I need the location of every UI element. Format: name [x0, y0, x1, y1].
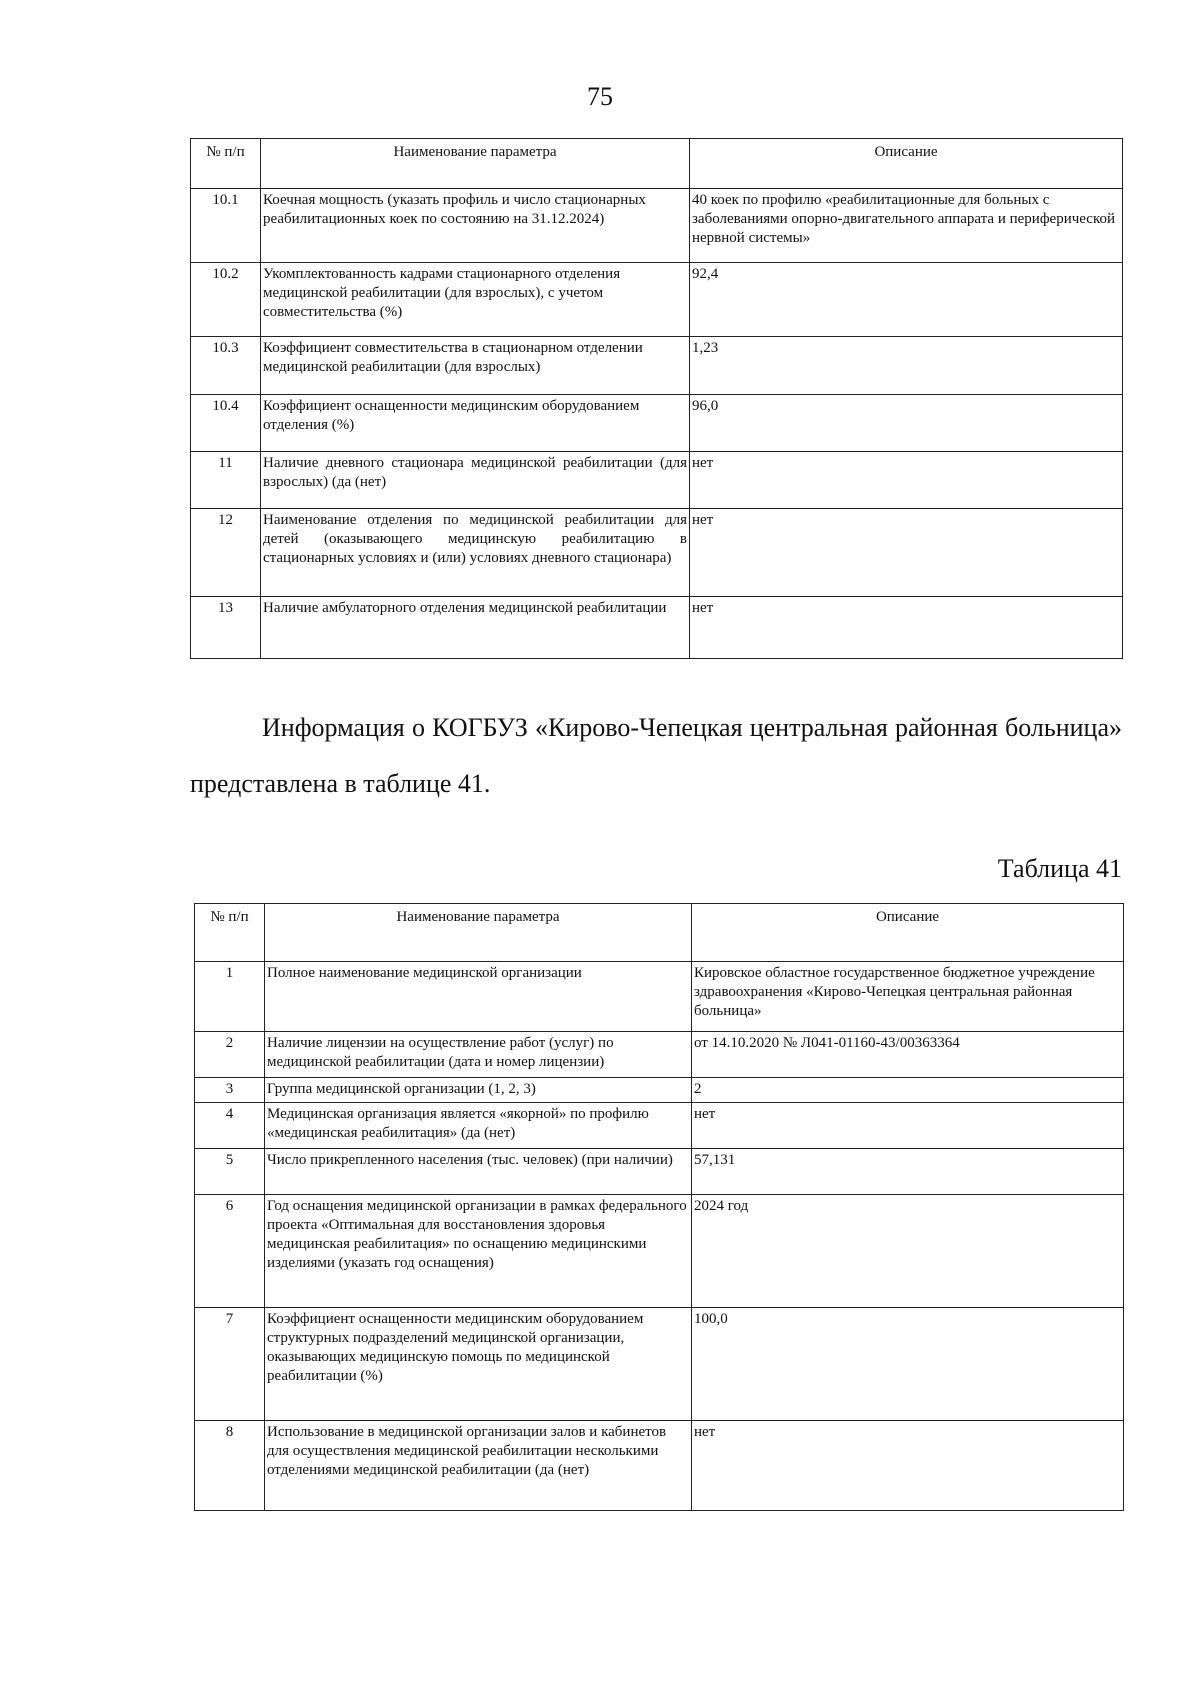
- header-param: Наименование параметра: [261, 139, 690, 189]
- row-param: Коечная мощность (указать профиль и число стационарных реабилитационных коек по состоянию на 31.12.2024): [261, 189, 690, 263]
- row-desc: нет: [692, 1103, 1124, 1149]
- row-num: 10.3: [191, 337, 261, 395]
- row-desc: 92,4: [690, 263, 1123, 337]
- row-num: 1: [195, 962, 265, 1032]
- row-num: 12: [191, 509, 261, 597]
- row-param: Укомплектованность кадрами стационарного отделения медицинской реабилитации (для взрослых), с учетом совместительства (%): [261, 263, 690, 337]
- table-row: [191, 395, 1123, 452]
- row-param: Наличие амбулаторного отделения медицинской реабилитации: [261, 597, 690, 659]
- row-desc: нет: [690, 509, 1123, 597]
- table-caption: Таблица 41: [997, 854, 1122, 883]
- table-row: [195, 1032, 1124, 1078]
- row-desc: 1,23: [690, 337, 1123, 395]
- row-num: 8: [195, 1421, 265, 1511]
- row-desc: от 14.10.2020 № Л041-01160-43/00363364: [692, 1032, 1124, 1078]
- row-num: 10.2: [191, 263, 261, 337]
- table-row: [191, 189, 1123, 263]
- table-row: [191, 263, 1123, 337]
- table-row: [195, 1078, 1124, 1103]
- row-param: Наличие дневного стационара медицинской реабилитации (для взрослых) (да (нет): [261, 452, 690, 509]
- row-desc: 57,131: [692, 1149, 1124, 1195]
- table-row: [195, 1421, 1124, 1511]
- table-row: [191, 452, 1123, 509]
- table-row: [195, 1103, 1124, 1149]
- row-desc: нет: [690, 597, 1123, 659]
- table-row: [195, 1308, 1124, 1421]
- row-desc: нет: [690, 452, 1123, 509]
- row-num: 5: [195, 1149, 265, 1195]
- row-param: Коэффициент оснащенности медицинским оборудованием структурных подразделений медицинской организации, оказывающих медицинскую помощь по медицинской реабилитации (%): [265, 1308, 692, 1421]
- row-num: 10.1: [191, 189, 261, 263]
- row-param: Группа медицинской организации (1, 2, 3): [265, 1078, 692, 1103]
- page-number: 75: [587, 82, 613, 111]
- row-num: 3: [195, 1078, 265, 1103]
- table-41: [194, 903, 1124, 1511]
- row-desc: 96,0: [690, 395, 1123, 452]
- row-param: Число прикрепленного населения (тыс. человек) (при наличии): [265, 1149, 692, 1195]
- row-param: Наименование отделения по медицинской реабилитации для детей (оказывающего медицинскую реабилитацию в стационарных условиях и (или) условиях дневного стационара): [261, 509, 690, 597]
- row-param: Использование в медицинской организации залов и кабинетов для осуществления медицинской реабилитации несколькими отделениями медицинской реабилитации (да (нет): [265, 1421, 692, 1511]
- row-num: 10.4: [191, 395, 261, 452]
- table-row: [195, 962, 1124, 1032]
- row-param: Год оснащения медицинской организации в рамках федерального проекта «Оптимальная для восстановления здоровья медицинская реабилитация» по оснащению медицинскими изделиями (указать год оснащения): [265, 1195, 692, 1308]
- row-param: Коэффициент совместительства в стационарном отделении медицинской реабилитации (для взрослых): [261, 337, 690, 395]
- header-param: Наименование параметра: [265, 904, 692, 962]
- row-desc: 2024 год: [692, 1195, 1124, 1308]
- row-num: 11: [191, 452, 261, 509]
- header-desc: Описание: [692, 904, 1124, 962]
- row-desc: 100,0: [692, 1308, 1124, 1421]
- row-num: 13: [191, 597, 261, 659]
- table-top: [190, 138, 1123, 659]
- header-desc: Описание: [690, 139, 1123, 189]
- row-param: Наличие лицензии на осуществление работ (услуг) по медицинской реабилитации (дата и номер лицензии): [265, 1032, 692, 1078]
- row-num: 4: [195, 1103, 265, 1149]
- row-desc: нет: [692, 1421, 1124, 1511]
- header-num: № п/п: [191, 139, 261, 189]
- row-num: 2: [195, 1032, 265, 1078]
- row-param: Полное наименование медицинской организации: [265, 962, 692, 1032]
- row-desc: 40 коек по профилю «реабилитационные для больных с заболеваниями опорно-двигательного аппарата и периферической нервной системы»: [690, 189, 1123, 263]
- table-header-row: [191, 139, 1123, 189]
- intro-paragraph: Информация о КОГБУЗ «Кирово-Чепецкая центральная районная больница» представлена в таблице 41.: [190, 713, 1122, 798]
- row-desc: 2: [692, 1078, 1124, 1103]
- row-num: 6: [195, 1195, 265, 1308]
- table-row: [195, 1149, 1124, 1195]
- table-row: [191, 597, 1123, 659]
- table-row: [195, 1195, 1124, 1308]
- table-header-row: [195, 904, 1124, 962]
- table-row: [191, 509, 1123, 597]
- table-row: [191, 337, 1123, 395]
- header-num: № п/п: [195, 904, 265, 962]
- row-num: 7: [195, 1308, 265, 1421]
- row-desc: Кировское областное государственное бюджетное учреждение здравоохранения «Кирово-Чепецкая центральная районная больница»: [692, 962, 1124, 1032]
- row-param: Коэффициент оснащенности медицинским оборудованием отделения (%): [261, 395, 690, 452]
- row-param: Медицинская организация является «якорной» по профилю «медицинская реабилитация» (да (нет): [265, 1103, 692, 1149]
